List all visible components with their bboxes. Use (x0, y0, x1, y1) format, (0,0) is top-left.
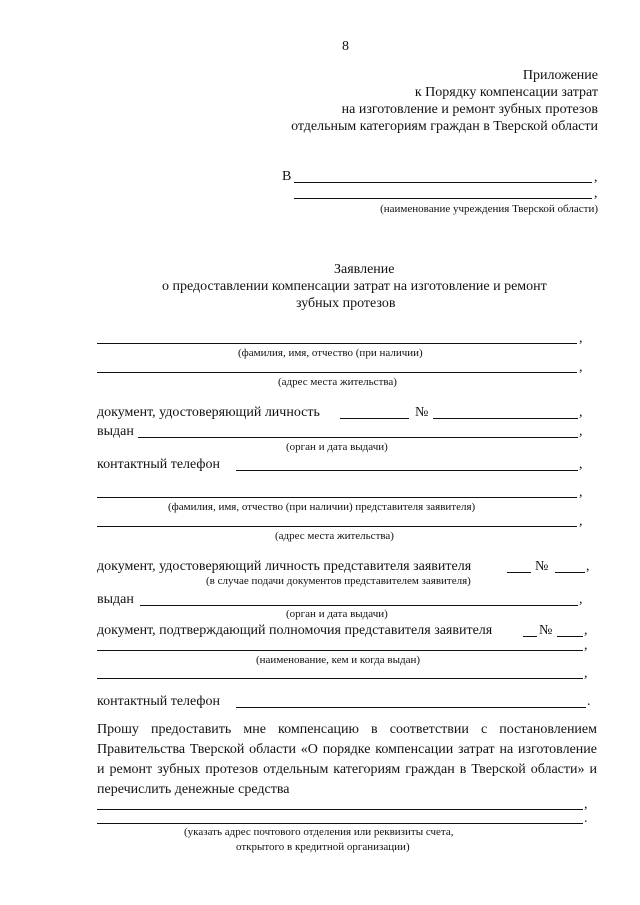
addressee-comma-2: , (594, 186, 598, 201)
bank-details-caption-2: открытого в кредитной организации) (236, 841, 410, 853)
representative-address-caption: (адрес места жительства) (275, 530, 394, 542)
representative-authority-caption: (наименование, кем и когда выдан) (256, 654, 421, 666)
addressee-caption: (наименование учреждения Тверской области) (380, 203, 598, 215)
applicant-issued-caption: (орган и дата выдачи) (286, 441, 388, 453)
addressee-line-1[interactable] (294, 182, 592, 183)
appendix-line-3: на изготовление и ремонт зубных протезов (341, 102, 598, 117)
appendix-line-4: отдельным категориям граждан в Тверской области (291, 119, 598, 134)
applicant-id-doc-label: документ, удостоверяющий личность (97, 405, 320, 420)
comma: , (579, 360, 583, 375)
comma: , (584, 623, 588, 638)
title-line-1: Заявление (334, 262, 395, 277)
comma: , (579, 514, 583, 529)
representative-issued-line[interactable] (140, 605, 578, 606)
comma: , (579, 457, 583, 472)
request-text (97, 720, 597, 800)
applicant-id-doc-series-line[interactable] (340, 418, 409, 419)
bank-details-caption-1: (указать адрес почтового отделения или реквизиты счета, (184, 826, 454, 838)
representative-fio-caption: (фамилия, имя, отчество (при наличии) представителя заявителя) (168, 501, 476, 513)
addressee-line-2[interactable] (294, 198, 592, 199)
representative-id-doc-label: документ, удостоверяющий личность представителя заявителя (97, 559, 472, 574)
representative-authority-series-line[interactable] (523, 636, 537, 637)
request-text-content: Прошу предоставить мне компенсацию в соответствии с постановлением Правительства Тверской области «О порядке компенсации затрат на изготовление и ремонт зубных протезов отдельным категориям граждан в Тверской области» и перечислить денежные средства (97, 722, 597, 797)
representative-authority-number-sign: № (539, 623, 553, 638)
representative-authority-label: документ, подтверждающий полномочия представителя заявителя (97, 623, 493, 638)
applicant-address-line[interactable] (97, 372, 577, 373)
period: . (587, 694, 591, 709)
representative-authority-extra-line[interactable] (97, 678, 583, 679)
representative-id-doc-caption: (в случае подачи документов представителем заявителя) (206, 575, 471, 587)
representative-address-line[interactable] (97, 526, 577, 527)
applicant-phone-label: контактный телефон (97, 457, 220, 472)
comma: , (584, 797, 588, 812)
representative-issued-label: выдан (97, 592, 134, 607)
representative-id-doc-number-line[interactable] (555, 572, 585, 573)
comma: , (584, 638, 588, 653)
appendix-line-2: к Порядку компенсации затрат (414, 85, 598, 100)
comma: , (586, 559, 590, 574)
representative-id-doc-number-sign: № (535, 559, 549, 574)
bank-details-line-2[interactable] (97, 823, 583, 824)
representative-phone-label: контактный телефон (97, 694, 220, 709)
comma: , (579, 424, 583, 439)
comma: , (579, 331, 583, 346)
applicant-address-caption: (адрес места жительства) (278, 376, 397, 388)
title-line-2: о предоставлении компенсации затрат на изготовление и ремонт (162, 279, 547, 294)
comma: , (579, 592, 583, 607)
comma: , (584, 666, 588, 681)
title-line-3: зубных протезов (296, 296, 396, 311)
representative-fio-line[interactable] (97, 497, 577, 498)
representative-issued-caption: (орган и дата выдачи) (286, 608, 388, 620)
applicant-id-doc-number-line[interactable] (433, 418, 578, 419)
applicant-fio-caption: (фамилия, имя, отчество (при наличии) (238, 347, 423, 359)
representative-id-doc-series-line[interactable] (507, 572, 531, 573)
applicant-fio-line[interactable] (97, 343, 577, 344)
applicant-id-doc-number-sign: № (415, 405, 429, 420)
representative-authority-line[interactable] (97, 650, 583, 651)
addressee-comma-1: , (594, 170, 598, 185)
applicant-issued-label: выдан (97, 424, 134, 439)
comma: , (579, 485, 583, 500)
bank-details-line-1[interactable] (97, 809, 583, 810)
applicant-phone-line[interactable] (236, 470, 578, 471)
addressee-prefix: В (282, 169, 292, 184)
applicant-issued-line[interactable] (138, 437, 578, 438)
representative-authority-number-line[interactable] (557, 636, 583, 637)
appendix-line-1: Приложение (522, 68, 598, 83)
comma: , (579, 405, 583, 420)
representative-phone-line[interactable] (236, 707, 586, 708)
page-number: 8 (342, 39, 349, 54)
period: . (584, 811, 588, 826)
